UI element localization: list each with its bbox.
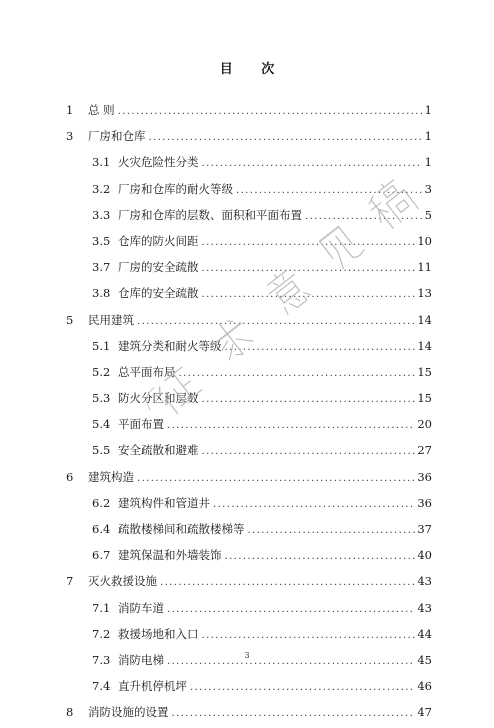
toc-entry-label: 安全疏散和避难 <box>118 443 199 458</box>
toc-entry-page: 1 <box>424 103 432 117</box>
toc-entry-number: 3.3 <box>92 207 111 222</box>
toc-entry-page: 20 <box>417 417 432 432</box>
toc-entry-page: 1 <box>424 155 432 170</box>
toc-entry-number: 6.4 <box>92 522 111 536</box>
toc-section-row[interactable] <box>66 333 432 359</box>
toc-entry-label: 防火分区和层数 <box>118 391 199 406</box>
toc-dot-leader <box>202 230 416 256</box>
toc-entry-page: 45 <box>417 652 432 667</box>
toc-entry-number: 5.3 <box>92 391 111 406</box>
toc-section-row[interactable] <box>66 595 432 621</box>
toc-entry-page: 44 <box>417 626 432 641</box>
toc-entry-number: 3.2 <box>92 181 111 196</box>
table-of-contents <box>66 97 432 726</box>
toc-entry-number: 3.8 <box>92 286 111 301</box>
toc-dot-leader <box>160 570 415 596</box>
toc-entry-label: 消防设施的设置 <box>88 705 169 720</box>
toc-entry-page: 5 <box>424 207 432 222</box>
toc-entry-number: 6 <box>66 469 74 484</box>
toc-chapter-row[interactable] <box>66 123 432 149</box>
toc-entry-label: 火灾危险性分类 <box>118 155 199 170</box>
toc-section-row[interactable] <box>66 254 432 280</box>
toc-entry-number: 7.2 <box>92 626 111 641</box>
toc-entry-page: 36 <box>417 469 432 484</box>
toc-entry-number: 5 <box>66 312 74 327</box>
toc-chapter-row[interactable] <box>66 464 432 490</box>
toc-entry-page: 40 <box>417 548 432 563</box>
toc-entry-number: 5.5 <box>92 443 111 458</box>
toc-dot-leader <box>172 701 416 727</box>
toc-dot-leader <box>167 597 415 623</box>
toc-entry-number: 3.5 <box>92 233 111 248</box>
toc-section-row[interactable] <box>66 673 432 699</box>
toc-section-row[interactable] <box>66 280 432 306</box>
toc-dot-leader <box>149 125 423 151</box>
toc-title: 目 次 <box>219 62 287 77</box>
toc-entry-number: 3.1 <box>92 155 111 170</box>
toc-entry-label: 灭火救援设施 <box>88 574 157 589</box>
toc-section-row[interactable] <box>66 176 432 202</box>
toc-section-row[interactable] <box>66 411 432 437</box>
toc-entry-page: 15 <box>417 364 432 379</box>
toc-entry-label: 建筑保温和外墙装饰 <box>118 548 222 563</box>
toc-entry-number: 6.7 <box>92 548 111 563</box>
toc-entry-label: 建筑构造 <box>88 469 134 484</box>
toc-entry-number: 5.2 <box>92 364 111 379</box>
toc-entry-page: 37 <box>417 522 432 536</box>
toc-dot-leader <box>202 151 423 177</box>
toc-entry-label: 厂房的安全疏散 <box>118 260 199 275</box>
toc-section-row[interactable] <box>66 437 432 463</box>
toc-entry-label: 民用建筑 <box>88 312 134 327</box>
toc-entry-number: 3 <box>66 129 74 144</box>
toc-section-row[interactable] <box>66 621 432 647</box>
toc-entry-page: 27 <box>417 443 432 458</box>
toc-chapter-row[interactable] <box>66 97 432 123</box>
toc-entry-label: 厂房和仓库 <box>88 129 146 144</box>
toc-entry-page: 14 <box>417 338 432 353</box>
toc-entry-number: 5.4 <box>92 417 111 432</box>
toc-entry-label: 建筑构件和管道井 <box>118 495 210 510</box>
toc-section-row[interactable] <box>66 359 432 385</box>
toc-entry-page: 15 <box>417 391 432 406</box>
toc-dot-leader <box>225 335 416 361</box>
toc-entry-page: 36 <box>417 495 432 510</box>
toc-chapter-row[interactable] <box>66 568 432 594</box>
toc-entry-number: 7.3 <box>92 652 111 667</box>
toc-dot-leader <box>167 413 415 439</box>
toc-dot-leader <box>202 623 416 649</box>
toc-entry-label: 救援场地和入口 <box>118 626 199 641</box>
toc-entry-label: 仓库的安全疏散 <box>118 286 199 301</box>
toc-entry-label: 直升机停机坪 <box>118 679 187 694</box>
toc-entry-number: 8 <box>66 705 74 720</box>
toc-entry-page: 43 <box>417 600 432 615</box>
toc-dot-leader <box>137 309 415 335</box>
toc-entry-page: 13 <box>417 286 432 301</box>
toc-entry-page: 3 <box>424 181 432 196</box>
toc-section-row[interactable] <box>66 149 432 175</box>
toc-dot-leader <box>305 204 422 230</box>
toc-entry-label: 厂房和仓库的耐火等级 <box>118 181 233 196</box>
toc-dot-leader <box>248 518 416 544</box>
toc-dot-leader <box>137 466 415 492</box>
toc-entry-number: 7.4 <box>92 679 111 694</box>
toc-dot-leader <box>118 99 422 125</box>
toc-section-row[interactable] <box>66 516 432 542</box>
toc-entry-label: 消防车道 <box>118 600 164 615</box>
toc-entry-number: 5.1 <box>92 338 111 353</box>
toc-dot-leader <box>202 439 416 465</box>
toc-entry-page: 10 <box>417 233 432 248</box>
toc-entry-label: 总 则 <box>88 103 115 117</box>
toc-entry-number: 6.2 <box>92 495 111 510</box>
toc-entry-page: 43 <box>417 574 432 589</box>
toc-entry-page: 46 <box>417 679 432 694</box>
toc-chapter-row[interactable] <box>66 307 432 333</box>
toc-entry-number: 7.1 <box>92 600 111 615</box>
toc-entry-label: 建筑分类和耐火等级 <box>118 338 222 353</box>
toc-dot-leader <box>190 675 415 701</box>
toc-dot-leader <box>179 361 416 387</box>
toc-entry-label: 厂房和仓库的层数、面积和平面布置 <box>118 207 302 222</box>
toc-entry-label: 仓库的防火间距 <box>118 233 199 248</box>
toc-section-row[interactable] <box>66 228 432 254</box>
toc-dot-leader <box>225 544 416 570</box>
toc-dot-leader <box>202 282 416 308</box>
toc-section-row[interactable] <box>66 202 432 228</box>
toc-section-row[interactable] <box>66 490 432 516</box>
toc-entry-page: 11 <box>417 260 432 275</box>
toc-entry-number: 3.7 <box>92 260 111 275</box>
toc-dot-leader <box>236 178 422 204</box>
toc-entry-page: 14 <box>417 312 432 327</box>
toc-dot-leader <box>213 492 415 518</box>
toc-entry-number: 7 <box>66 574 74 589</box>
toc-dot-leader <box>202 387 416 413</box>
toc-entry-label: 消防电梯 <box>118 652 164 667</box>
toc-chapter-row[interactable] <box>66 699 432 725</box>
toc-entry-page: 47 <box>417 705 432 720</box>
toc-entry-page: 1 <box>424 129 432 144</box>
toc-section-row[interactable] <box>66 385 432 411</box>
toc-section-row[interactable] <box>66 542 432 568</box>
toc-entry-number: 1 <box>66 103 74 117</box>
toc-entry-label: 总平面布局 <box>118 364 176 379</box>
toc-entry-label: 平面布置 <box>118 417 164 432</box>
toc-entry-label: 疏散楼梯间和疏散楼梯等 <box>118 522 245 536</box>
toc-dot-leader <box>202 256 416 282</box>
page-number: 3 <box>244 651 250 660</box>
